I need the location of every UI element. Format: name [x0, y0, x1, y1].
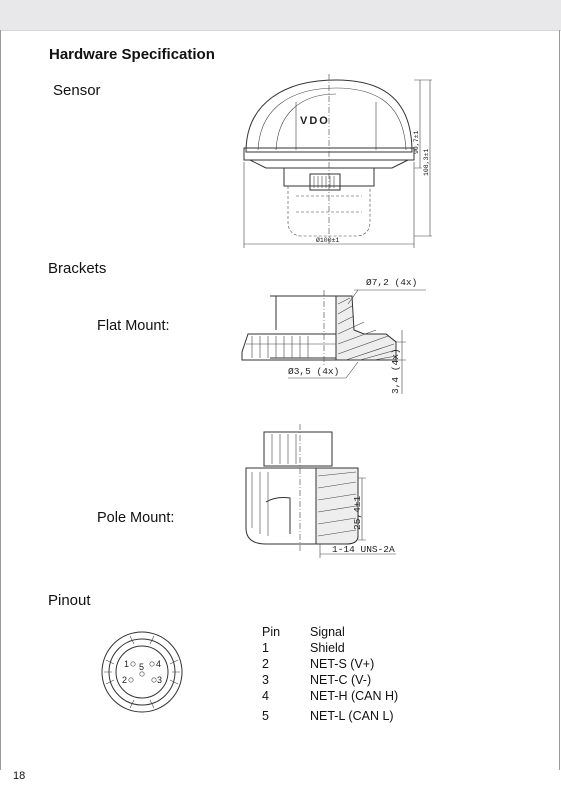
pin-number: 2	[262, 657, 269, 671]
pinout-label: Pinout	[48, 592, 91, 609]
sensor-label: Sensor	[53, 82, 101, 99]
flat-mount-inner-hole-dim: Ø3,5 (4x)	[288, 366, 340, 377]
flat-mount-label: Flat Mount:	[97, 318, 170, 334]
sensor-diameter-dim: Ø100±1	[316, 237, 340, 244]
pin-number: 4	[262, 689, 269, 703]
pole-mount-thread-dim: 1-14 UNS-2A	[332, 544, 395, 555]
pin-number: 1	[262, 641, 269, 655]
pin-signal: NET-C (V-)	[310, 673, 372, 687]
pin-signal: Shield	[310, 641, 345, 655]
flat-mount-outer-hole-dim: Ø7,2 (4x)	[366, 277, 418, 288]
pin-number: 5	[262, 709, 269, 723]
pin-number: 3	[262, 673, 269, 687]
pole-mount-label: Pole Mount:	[97, 510, 175, 526]
sensor-brand-logo: VDO	[300, 115, 330, 127]
connector-pin-4: 4	[156, 659, 162, 669]
flat-mount-drawing	[236, 270, 436, 398]
flat-mount-depth-dim: 3,4 (4x)	[390, 348, 401, 394]
connector-drawing	[100, 630, 184, 714]
brackets-label: Brackets	[48, 260, 107, 277]
connector-pin-3: 3	[157, 675, 163, 685]
page-border-right	[559, 30, 560, 770]
sensor-height-dim-1: 90,7±1	[413, 130, 420, 154]
pole-mount-drawing	[236, 424, 406, 568]
signal-header: Signal	[310, 625, 345, 639]
connector-pin-1: 1	[124, 659, 130, 669]
page-border-left	[0, 30, 1, 770]
connector-pin-2: 2	[122, 675, 128, 685]
sensor-drawing	[236, 72, 436, 252]
pin-signal: NET-L (CAN L)	[310, 709, 394, 723]
page-title: Hardware Specification	[49, 46, 215, 63]
pole-mount-height-dim: 25,4±1	[352, 495, 363, 530]
top-bar	[0, 0, 561, 31]
page-number: 18	[13, 770, 26, 782]
connector-pin-5: 5	[139, 662, 145, 672]
pin-signal: NET-H (CAN H)	[310, 689, 399, 703]
pin-signal: NET-S (V+)	[310, 657, 375, 671]
sensor-height-dim-2: 108,3±1	[423, 148, 430, 176]
pin-header: Pin	[262, 625, 281, 639]
